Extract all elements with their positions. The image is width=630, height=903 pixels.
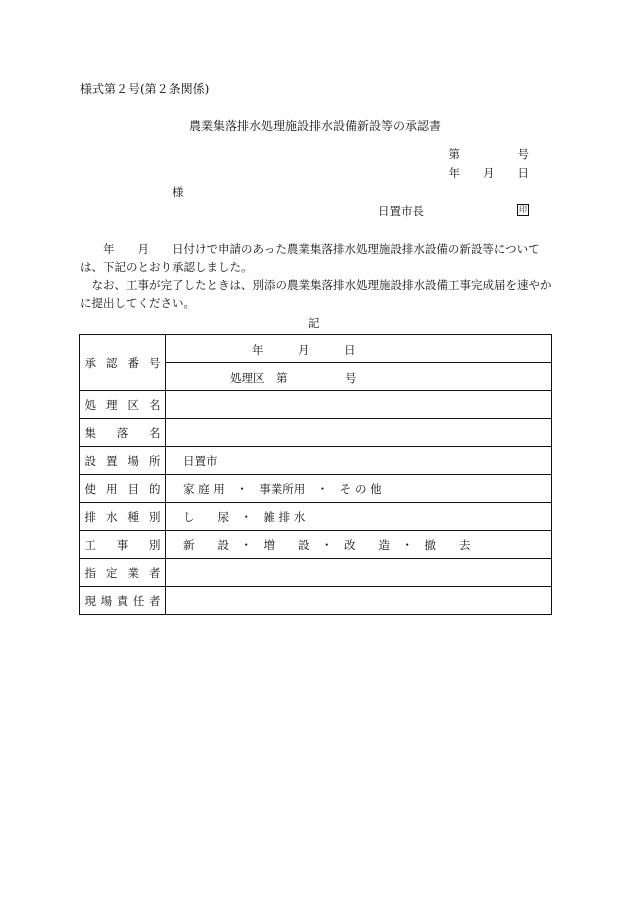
document-title: 農業集落排水処理施設排水設備新設等の承認書 <box>188 119 441 133</box>
row-value: 日置市 <box>166 447 552 475</box>
row-value <box>166 419 552 447</box>
row-value <box>166 559 552 587</box>
approval-number-label: 承認番号 <box>80 335 166 391</box>
approval-number-cell <box>166 335 552 391</box>
document-number-line: 第 号 <box>448 147 529 161</box>
table-row <box>80 559 552 587</box>
seal-icon: 印 <box>519 205 527 214</box>
table-row <box>80 419 552 447</box>
document-date-line: 年 月 日 <box>448 166 529 180</box>
table-row <box>80 531 552 559</box>
row-value: 新 設 ・ 増 設 ・ 改 造 ・ 撤 去 <box>166 531 552 559</box>
row-value: 家 庭 用 ・ 事業所用 ・ そ の 他 <box>166 475 552 503</box>
form-number: 様式第２号(第２条関係) <box>80 82 210 96</box>
row-label: 指定業者 <box>80 559 166 587</box>
row-value <box>166 587 552 615</box>
row-label: 処理区名 <box>80 391 166 419</box>
row-label: 集落名 <box>80 419 166 447</box>
row-label: 現場責任者 <box>80 587 166 615</box>
completion-notice-paragraph: なお、工事が完了したときは、別添の農業集落排水処理施設排水設備工事完成届を速やかに提出してください。 <box>80 278 552 310</box>
table-row <box>80 475 552 503</box>
row-value <box>166 391 552 419</box>
table-row <box>80 335 552 391</box>
row-label: 排水種別 <box>80 503 166 531</box>
table-row <box>80 391 552 419</box>
table-row <box>80 503 552 531</box>
issuer-mayor: 日置市長 <box>378 204 424 218</box>
approval-table <box>79 334 552 615</box>
table-row <box>80 587 552 615</box>
row-label: 使用目的 <box>80 475 166 503</box>
approval-date: 年 月 日 <box>252 343 356 357</box>
row-label: 工事別 <box>80 531 166 559</box>
approval-paragraph: 年 月 日付けで申請のあった農業集落排水処理施設排水設備の新設等については、下記のとおり承認しました。 <box>80 242 540 274</box>
addressee-honorific: 様 <box>172 185 184 199</box>
approval-number: 処理区 第 号 <box>230 371 357 385</box>
row-label: 設置場所 <box>80 447 166 475</box>
row-value: し 尿 ・ 雑 排 水 <box>166 503 552 531</box>
table-row <box>80 447 552 475</box>
ki-heading: 記 <box>308 316 320 330</box>
